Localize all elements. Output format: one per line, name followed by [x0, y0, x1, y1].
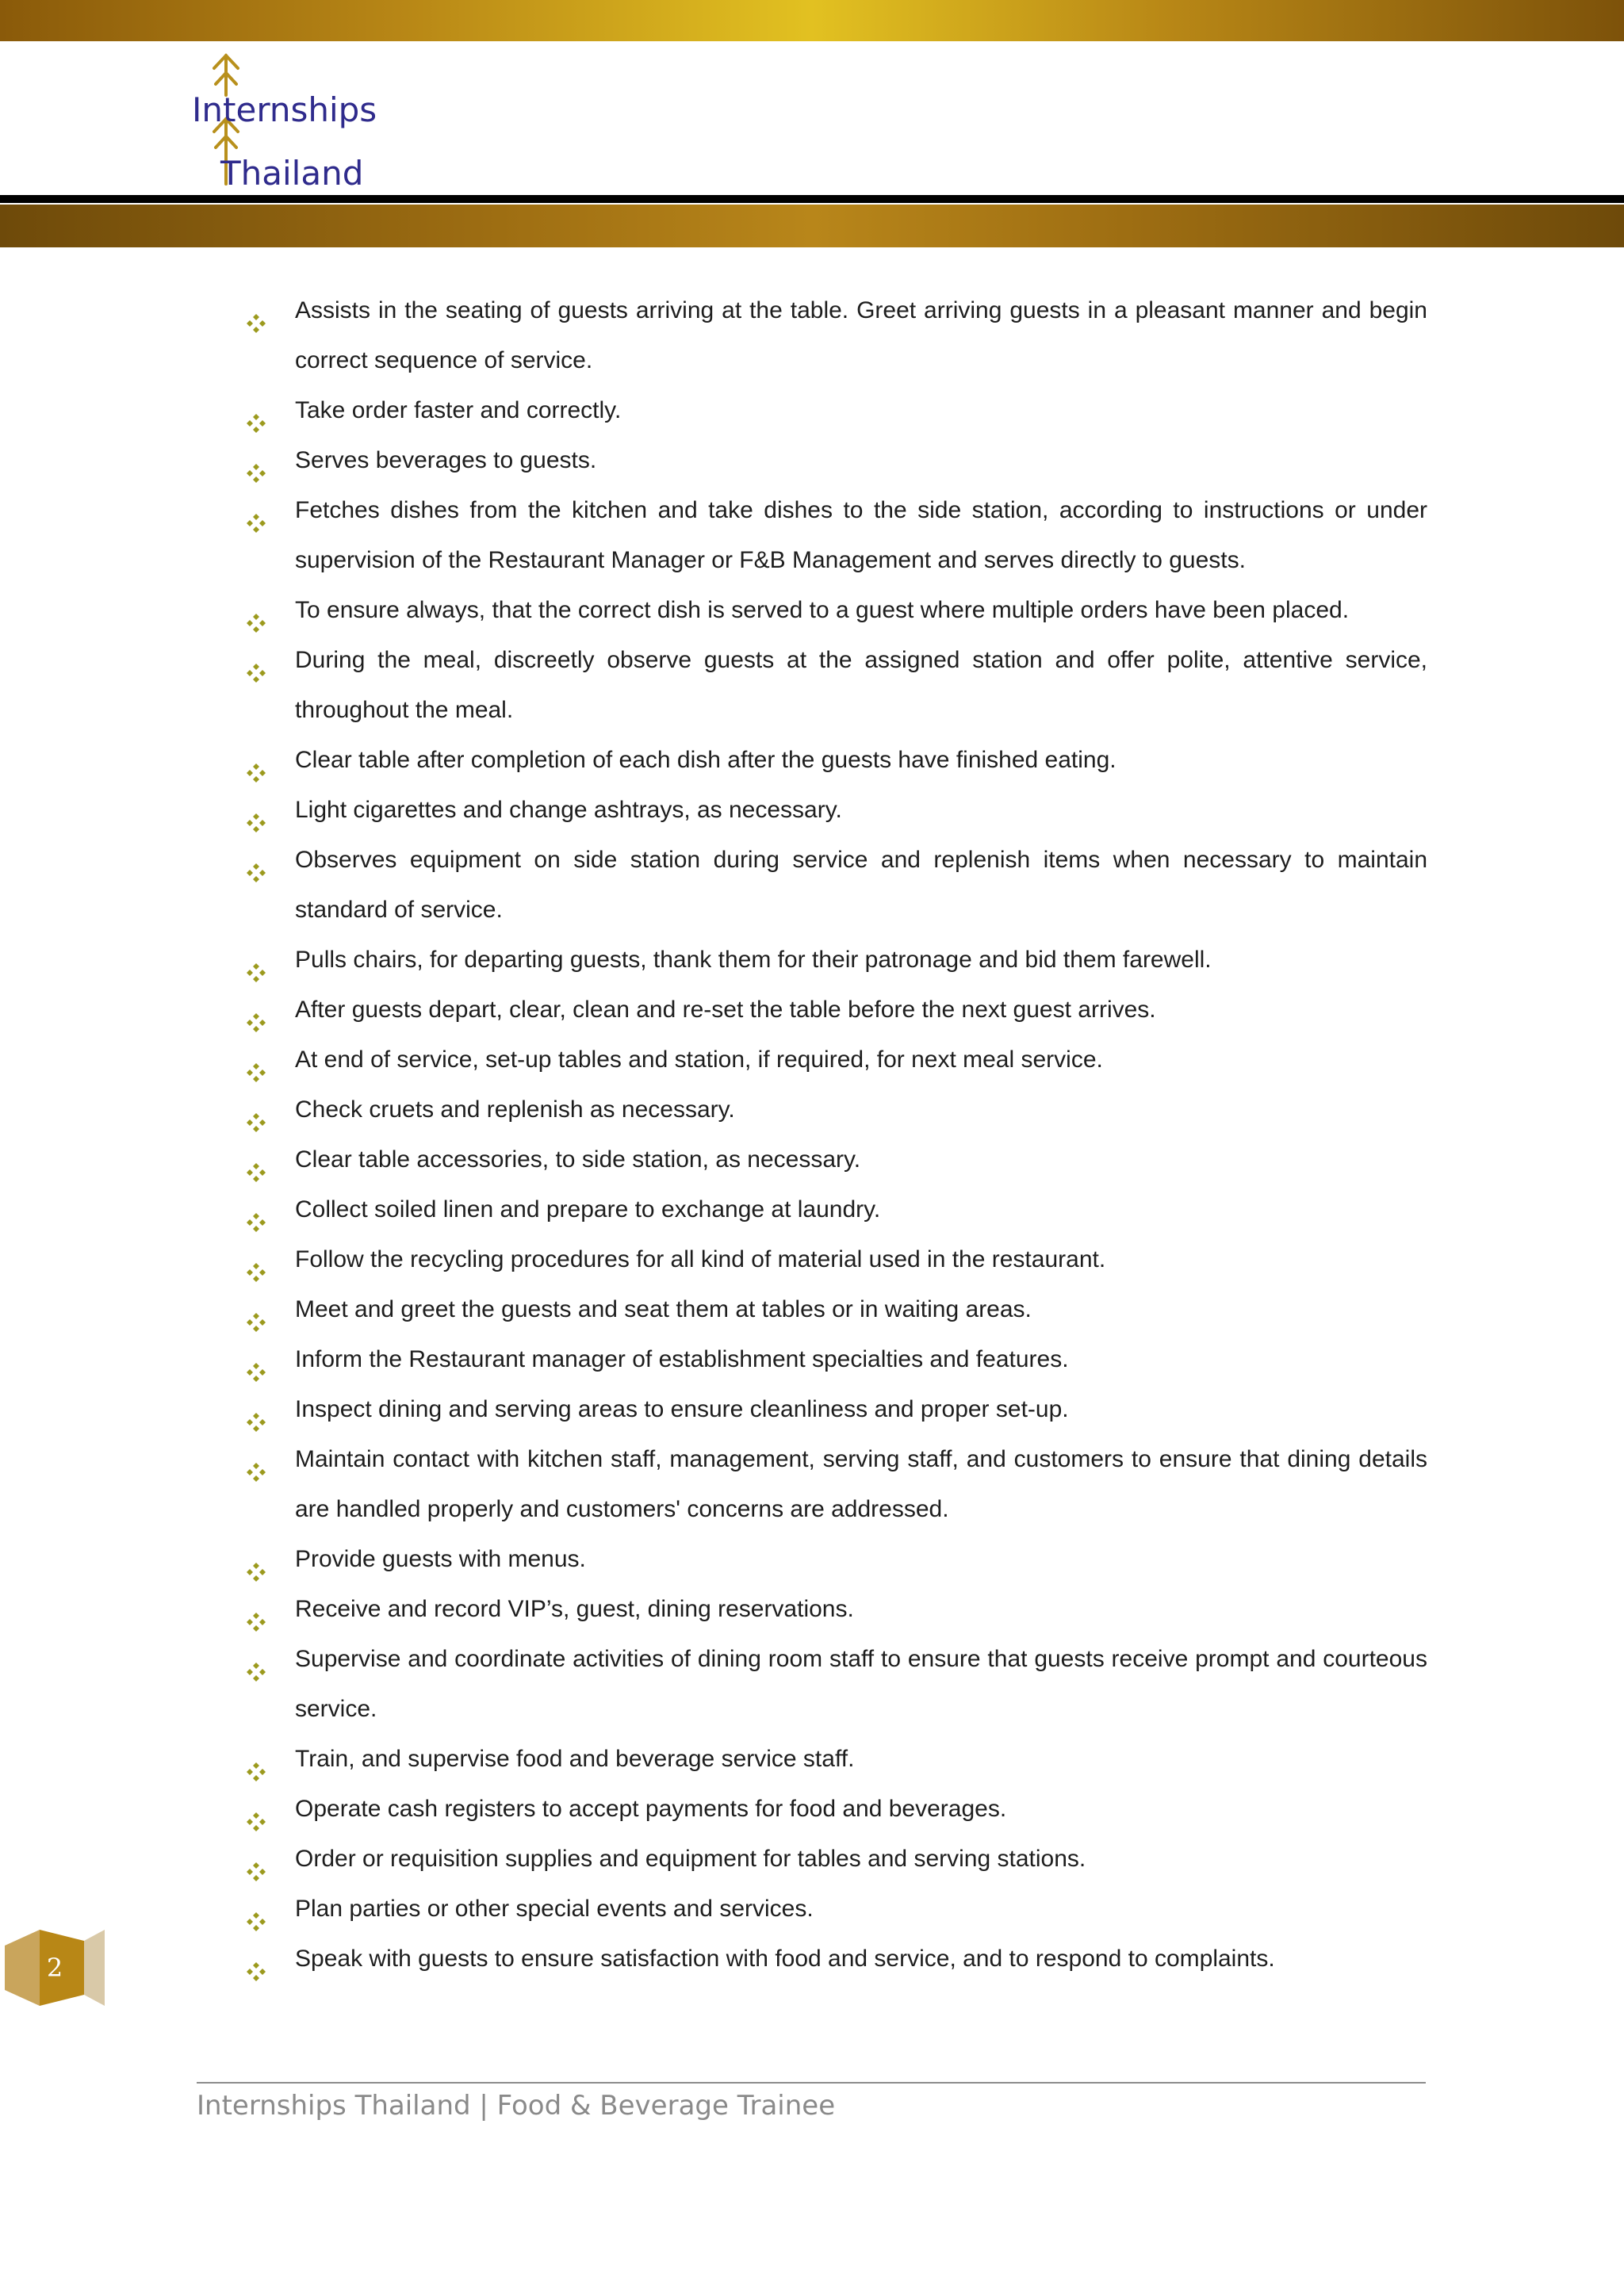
page-header [0, 41, 1624, 197]
list-item [238, 1434, 1427, 1534]
footer-text: Internships Thailand | Food & Beverage Trainee [197, 2090, 836, 2122]
list-item [238, 1184, 1427, 1234]
diamond-bullet-icon [246, 1350, 266, 1371]
list-item [238, 935, 1427, 985]
list-item [238, 1085, 1427, 1135]
list-item-text: Inform the Restaurant manager of establishment specialties and features. [295, 1346, 1069, 1372]
list-item-text: Pulls chairs, for departing guests, thank them for their patronage and bid them farewell. [295, 947, 1212, 973]
diamond-bullet-icon [246, 1750, 266, 1770]
list-item-text: During the meal, discreetly observe guests at the assigned station and offer polite, attentive service, throughout the meal. [295, 647, 1427, 723]
list-item [238, 1334, 1427, 1384]
list-item [238, 285, 1427, 385]
list-item-text: Operate cash registers to accept payments for food and beverages. [295, 1796, 1007, 1822]
list-item [238, 1934, 1427, 1984]
list-item [238, 1384, 1427, 1434]
list-item-text: Maintain contact with kitchen staff, management, serving staff, and customers to ensure that dining details are handled properly and customers' concerns are addressed. [295, 1446, 1427, 1522]
list-item-text: Take order faster and correctly. [295, 397, 622, 423]
list-item-text: Speak with guests to ensure satisfaction with food and service, and to respond to complaints. [295, 1946, 1275, 1972]
list-item [238, 1035, 1427, 1085]
diamond-bullet-icon [246, 401, 266, 422]
list-item-text: Check cruets and replenish as necessary. [295, 1096, 735, 1123]
diamond-bullet-icon [246, 651, 266, 672]
diamond-bullet-icon [246, 1100, 266, 1121]
list-item [238, 485, 1427, 585]
logo-text-line2: Thailand [220, 154, 364, 193]
list-item-text: Assists in the seating of guests arriving at the table. Greet arriving guests in a pleasant manner and begin correct sequence of service. [295, 297, 1427, 373]
list-item-text: At end of service, set-up tables and station, if required, for next meal service. [295, 1047, 1103, 1073]
diamond-bullet-icon [246, 1050, 266, 1071]
list-item [238, 735, 1427, 785]
list-item [238, 635, 1427, 735]
logo-text-line1: Internships [192, 90, 377, 129]
diamond-bullet-icon [246, 1250, 266, 1271]
list-item-text: Fetches dishes from the kitchen and take dishes to the side station, according to instructions or under supervision of the Restaurant Manager or F&B Management and serves directly to guests. [295, 497, 1427, 573]
diamond-bullet-icon [246, 951, 266, 971]
list-item [238, 1734, 1427, 1784]
diamond-bullet-icon [246, 1900, 266, 1920]
list-item-text: Inspect dining and serving areas to ensure cleanliness and proper set-up. [295, 1396, 1069, 1422]
list-item-text: To ensure always, that the correct dish is served to a guest where multiple orders have been placed. [295, 597, 1350, 623]
diamond-bullet-icon [246, 1650, 266, 1670]
diamond-bullet-icon [246, 1200, 266, 1221]
diamond-bullet-icon [246, 1600, 266, 1621]
list-item [238, 785, 1427, 835]
list-item-text: Receive and record VIP’s, guest, dining reservations. [295, 1596, 854, 1622]
header-top-gold-band [0, 0, 1624, 41]
diamond-bullet-icon [246, 1001, 266, 1021]
diamond-bullet-icon [246, 301, 266, 322]
list-item-text: Provide guests with menus. [295, 1546, 586, 1572]
list-item [238, 1884, 1427, 1934]
list-item-text: Supervise and coordinate activities of dining room staff to ensure that guests receive prompt and courteous service. [295, 1646, 1427, 1722]
list-item-text: Clear table after completion of each dish after the guests have finished eating. [295, 747, 1116, 773]
diamond-bullet-icon [246, 851, 266, 871]
list-item [238, 1534, 1427, 1584]
diamond-bullet-icon [246, 1300, 266, 1321]
diamond-bullet-icon [246, 1850, 266, 1870]
list-item-text: Serves beverages to guests. [295, 447, 597, 473]
list-item [238, 385, 1427, 435]
diamond-bullet-icon [246, 1550, 266, 1571]
diamond-bullet-icon [246, 801, 266, 821]
list-item-text: Light cigarettes and change ashtrays, as necessary. [295, 797, 842, 823]
diamond-bullet-icon [246, 1450, 266, 1471]
header-bottom-gold-band [0, 205, 1624, 247]
diamond-bullet-icon [246, 1800, 266, 1820]
diamond-bullet-icon [246, 1950, 266, 1970]
list-item-text: Collect soiled linen and prepare to exchange at laundry. [295, 1196, 881, 1223]
list-item-text: Order or requisition supplies and equipment for tables and serving stations. [295, 1846, 1086, 1872]
list-item-text: After guests depart, clear, clean and re-set the table before the next guest arrives. [295, 997, 1156, 1023]
duties-list-section [238, 285, 1427, 1984]
list-item [238, 1135, 1427, 1184]
footer-rule [197, 2082, 1426, 2084]
list-item [238, 585, 1427, 635]
page-number: 2 [46, 1953, 63, 1983]
list-item-text: Meet and greet the guests and seat them at tables or in waiting areas. [295, 1296, 1032, 1322]
list-item [238, 1584, 1427, 1634]
internships-thailand-logo [182, 49, 389, 192]
diamond-bullet-icon [246, 1400, 266, 1421]
diamond-bullet-icon [246, 601, 266, 622]
duties-list [238, 285, 1427, 1984]
list-item [238, 435, 1427, 485]
diamond-bullet-icon [246, 751, 266, 771]
list-item [238, 1234, 1427, 1284]
list-item-text: Clear table accessories, to side station, as necessary. [295, 1146, 861, 1173]
list-item-text: Observes equipment on side station during service and replenish items when necessary to maintain standard of service. [295, 847, 1427, 923]
list-item-text: Plan parties or other special events and services. [295, 1896, 814, 1922]
list-item [238, 1634, 1427, 1734]
list-item [238, 835, 1427, 935]
list-item-text: Follow the recycling procedures for all kind of material used in the restaurant. [295, 1246, 1106, 1272]
list-item [238, 1284, 1427, 1334]
list-item [238, 985, 1427, 1035]
list-item [238, 1834, 1427, 1884]
list-item [238, 1784, 1427, 1834]
diamond-bullet-icon [246, 451, 266, 472]
list-item-text: Train, and supervise food and beverage service staff. [295, 1746, 855, 1772]
header-black-rule [0, 195, 1624, 203]
diamond-bullet-icon [246, 501, 266, 522]
diamond-bullet-icon [246, 1150, 266, 1171]
